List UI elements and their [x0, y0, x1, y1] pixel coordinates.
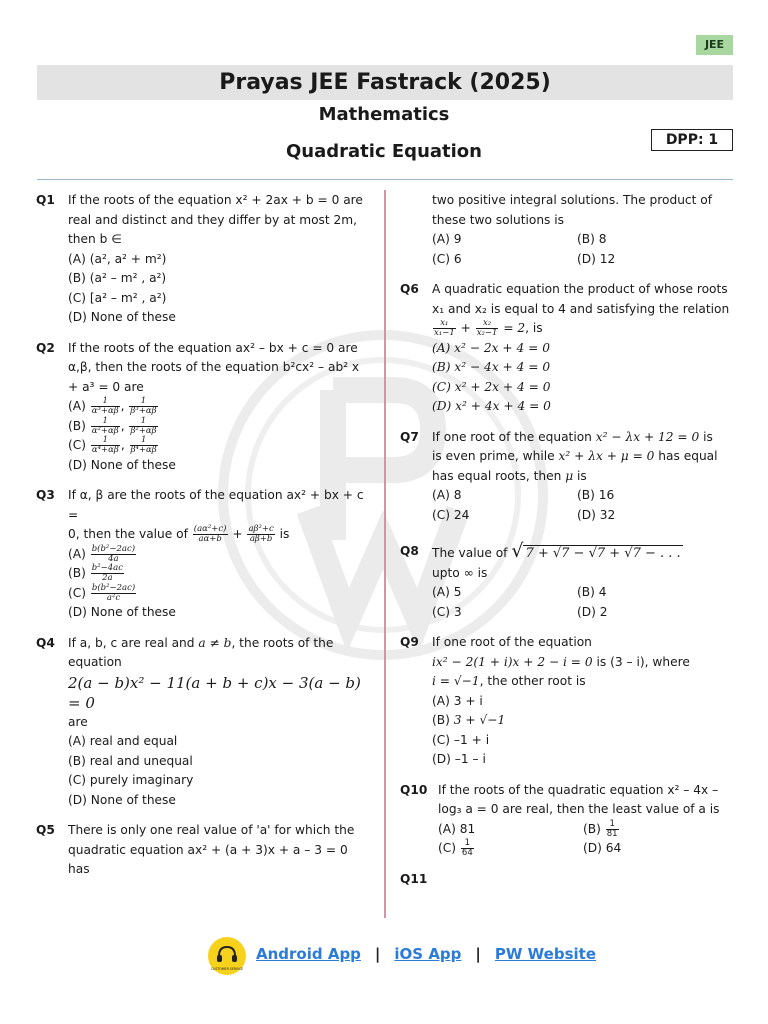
- question-text: If the roots of the quadratic equation x² – 4x – log₃ a = 0 are real, then the least value of a is: [438, 782, 720, 816]
- option-c: (C) [a² – m² , a²): [68, 290, 167, 305]
- option-c: (C) 24: [432, 507, 470, 522]
- option-a: (A) (a², a² + m²): [68, 251, 167, 266]
- question-text: If α, β are the roots of the equation ax² + bx + c =: [68, 488, 364, 522]
- subject-heading: Mathematics: [318, 104, 450, 125]
- options-row-2: [432, 506, 735, 526]
- option-b: (B) (a² – m² , a²): [68, 271, 167, 285]
- question-text-cont: two positive integral solutions. The product of these two solutions is: [432, 193, 713, 227]
- option-b: (B) real and unequal: [68, 753, 193, 768]
- option-c: (C) purely imaginary: [68, 773, 194, 787]
- headset-icon: [208, 937, 246, 975]
- option-c: (C) x² + 2x + 4 = 0: [432, 379, 551, 394]
- question-7: [400, 428, 735, 526]
- question-number: Q8: [400, 544, 419, 558]
- option-d: (D) x² + 4x + 4 = 0: [432, 399, 551, 413]
- option-c: (C) 3: [432, 604, 462, 619]
- question-text: There is only one real value of 'a' for which the quadratic equation ax² + (a + 3)x + a – 3 = 0 has: [68, 823, 355, 876]
- option-d: (D) None of these: [68, 310, 176, 324]
- question-equation-cont: = 0: [68, 693, 95, 712]
- question-4: [36, 634, 371, 811]
- options-row-2: [432, 603, 735, 623]
- question-6: [400, 280, 735, 417]
- option-c: (C) $\frac{1}{\text{α⁴+αβ}}$ , $\frac{1}{\text{β⁴+αβ}}$: [68, 435, 157, 455]
- options-row-2: [438, 839, 735, 859]
- option-d: (D) None of these: [68, 605, 176, 619]
- question-8: [400, 542, 735, 622]
- option-b: (B) 4: [577, 585, 607, 599]
- question-text-end: has equal roots, then μ is: [432, 468, 587, 483]
- option-c: (C) $\frac{1}{64}$: [438, 838, 473, 858]
- footer: [0, 935, 768, 975]
- pw-website-link[interactable]: PW Website: [494, 945, 597, 963]
- option-d: (D) 12: [577, 251, 616, 266]
- exam-tag: JEE: [696, 35, 733, 55]
- link-separator: |: [374, 945, 381, 963]
- question-text-cont: ix² − 2(1 + i)x + 2 − i = 0 is (3 – i), where: [432, 654, 690, 669]
- option-d: (D) None of these: [68, 792, 176, 807]
- customer-service-icon[interactable]: [208, 937, 246, 975]
- option-a: (A) 3 + i: [432, 693, 483, 708]
- link-separator: |: [475, 945, 481, 963]
- question-text: If a, b, c are real and a ≠ b, the roots of the equation: [68, 635, 334, 669]
- question-number: Q4: [36, 635, 55, 650]
- option-a: (A) real and equal: [68, 734, 178, 748]
- question-number: Q11: [400, 871, 428, 886]
- option-a: (A) x² − 2x + 4 = 0: [432, 340, 550, 355]
- question-number: Q5: [36, 823, 55, 837]
- question-text: If the roots of the equation x² + 2ax + b = 0 are real and distinct and they differ by at most 2m, then b ∈: [68, 193, 363, 246]
- dpp-label: DPP: 1: [651, 129, 733, 151]
- option-b: (B) $\frac{1}{\text{α²+αβ}}$ , $\frac{1}{\text{β²+αβ}}$: [68, 415, 157, 436]
- option-b: (B) 16: [577, 488, 615, 502]
- question-text-end: i = √−1, the other root is: [432, 674, 586, 688]
- option-d: (D) –1 – i: [432, 752, 486, 766]
- question-number: Q7: [400, 429, 419, 444]
- option-d: (D) 2: [577, 604, 608, 619]
- question-text: If one root of the equation: [432, 635, 592, 649]
- header-rule: [37, 179, 733, 180]
- option-a: (A) 8: [432, 488, 462, 502]
- option-b: (B) $\frac{1}{81}$: [583, 818, 618, 839]
- option-c: (C) 6: [432, 251, 462, 266]
- question-number: Q9: [400, 635, 419, 649]
- question-number: Q1: [36, 193, 55, 207]
- option-d: (D) None of these: [68, 457, 176, 472]
- left-column: [36, 191, 371, 880]
- ios-app-link[interactable]: iOS App: [394, 945, 462, 963]
- option-a: (A) $\frac{1}{\text{α³+αβ}}$ , $\frac{1}{\text{β³+αβ}}$: [68, 396, 157, 416]
- page-title: Prayas JEE Fastrack (2025): [37, 65, 733, 100]
- android-app-link[interactable]: Android App: [256, 945, 361, 963]
- question-11: [400, 870, 735, 889]
- question-text: If the roots of the equation ax² – bx + c = 0 are α,β, then the roots of the equation b²cx² – ab² x + a³ = 0 are: [68, 340, 360, 394]
- option-c: (C) $\frac{\text{b(b²−2ac)}}{\text{a²c}}$: [68, 582, 136, 603]
- question-text: A quadratic equation the product of whose roots x₁ and x₂ is equal to 4 and satisfying the relation: [432, 282, 730, 316]
- question-9: [400, 633, 735, 770]
- service-badge-text: CUSTOMER SERVICE: [210, 967, 244, 971]
- option-a: (A) $\frac{\text{b(b²−2ac)}}{4a}$: [68, 543, 136, 564]
- option-b: (B) $\frac{\text{b²−4ac}}{2a}$: [68, 563, 123, 583]
- question-text-cont: 0, then the value of $\frac{\text{(aα²+c)}}{a\alpha+b}$ + $\frac{\text{aβ²+c}}{a\beta+b}$ is: [68, 524, 290, 544]
- chapter-heading: Quadratic Equation: [286, 141, 482, 162]
- question-text-cont: is even prime, while x² + λx + μ = 0 has equal: [432, 449, 718, 463]
- option-b: (B) 3 + √−1: [432, 713, 506, 727]
- option-b: (B) x² − 4x + 4 = 0: [432, 360, 551, 374]
- right-column: [400, 191, 735, 889]
- option-d: (D) 32: [577, 507, 616, 522]
- question-text: If one root of the equation x² − λx + 12 = 0 is: [432, 429, 713, 444]
- options-row-1: [432, 583, 735, 603]
- option-a: (A) 81: [438, 821, 476, 836]
- question-5-continued: [400, 191, 735, 269]
- option-a: (A) 9: [432, 232, 462, 246]
- option-a: (A) 5: [432, 585, 462, 599]
- options-row-1: [432, 486, 735, 506]
- question-equation: 2(a − b)x² − 11(a + b + c)x − 3(a − b): [68, 673, 361, 692]
- column-divider: [384, 190, 386, 918]
- question-number: Q10: [400, 782, 428, 797]
- option-b: (B) 8: [577, 232, 607, 246]
- options-row-1: [432, 230, 735, 250]
- options-row-1: [438, 820, 735, 840]
- question-number: Q3: [36, 488, 55, 502]
- question-relation: $\frac{\text{x₁}}{\text{x₁−1}}$ + $\frac{\text{x₂}}{\text{x₂−1}}$ = 2, is: [434, 318, 543, 338]
- question-1: [36, 191, 371, 328]
- option-d: (D) 64: [583, 841, 622, 855]
- question-10: [400, 781, 735, 859]
- question-number: Q6: [400, 282, 419, 296]
- question-text-end: upto ∞ is: [432, 565, 488, 580]
- option-c: (C) –1 + i: [432, 732, 490, 747]
- question-5: [36, 821, 371, 880]
- question-text: The value of √ 7 + √7 − √7 + √7 − . . .: [432, 540, 681, 562]
- question-text-end: are: [68, 714, 88, 729]
- footer-links: [256, 945, 596, 963]
- question-2: [36, 339, 371, 476]
- options-row-2: [432, 250, 735, 270]
- question-number: Q2: [36, 340, 55, 355]
- question-3: [36, 486, 371, 623]
